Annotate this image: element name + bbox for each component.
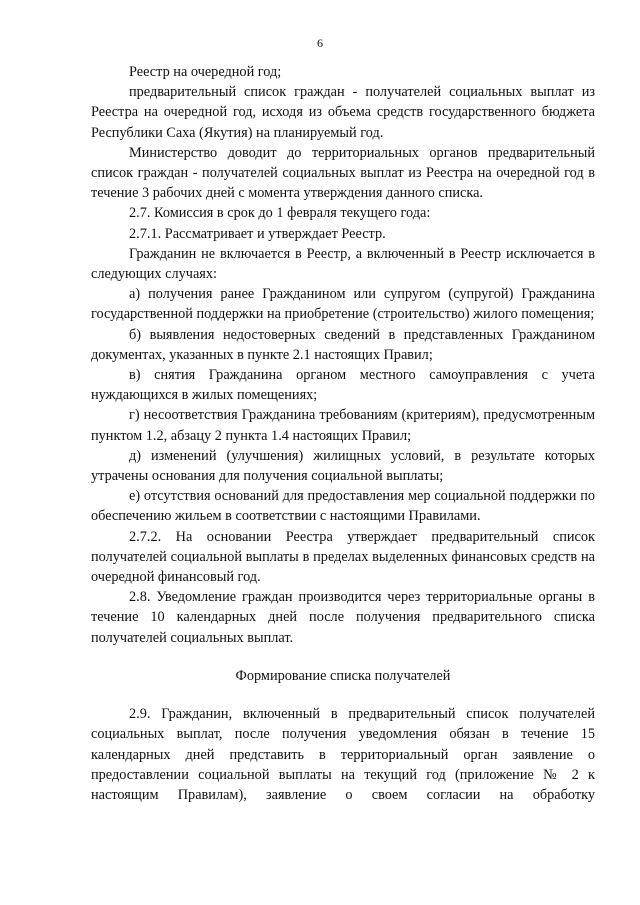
- paragraph-2-7: 2.7. Комиссия в срок до 1 февраля текущего года:: [129, 205, 431, 222]
- paragraph-2-8: 2.8. Уведомление граждан производится через территориальные органы в течение 10 календарных дней после получения предварительного списка получателей социальных выплат.: [91, 589, 595, 646]
- paragraph-exclusion-cases: Гражданин не включается в Реестр, а включенный в Реестр исключается в следующих случаях:: [91, 245, 595, 283]
- paragraph-2-7-2: 2.7.2. На основании Реестра утверждает предварительный список получателей социальной выплаты в пределах выделенных финансовых средств на очередной финансовый год.: [91, 528, 595, 586]
- list-item-a: а) получения ранее Гражданином или супругом (супругой) Гражданина государственной поддержки на приобретение (строительство) жилого помещения;: [91, 286, 595, 323]
- list-item-v: в) снятия Гражданина органом местного самоуправления с учета нуждающихся в жилых помещениях;: [91, 367, 595, 404]
- paragraph-2-9: 2.9. Гражданин, включенный в предварительный список получателей социальных выплат, после получения уведомления обязан в течение 15 календарных дней представить в территориальный орган заявление о предоставлении социальной выплаты на текущий год (приложение № 2 к настоящим Правилам), заявление о своем согласии на обработку: [91, 706, 595, 803]
- paragraph-preliminary-list: предварительный список граждан - получателей социальных выплат из Реестра на очередной год, исходя из объема средств государственного бюджета Республики Саха (Якутия) на планируемый год.: [91, 84, 595, 141]
- section-heading: Формирование списка получателей: [235, 667, 451, 684]
- paragraph-ministry-notice: Министерство доводит до территориальных органов предварительный список граждан - получателей социальных выплат из Реестра на очередной год в течение 3 рабочих дней с момента утверждения данного списка.: [91, 144, 595, 202]
- list-item-d: д) изменений (улучшения) жилищных условий, в результате которых утрачены основания для получения социальной выплаты;: [91, 447, 595, 485]
- list-item-g: г) несоответствия Гражданина требованиям (критериям), предусмотренным пунктом 1.2, абзацу 2 пункта 1.4 настоящих Правил;: [91, 407, 595, 444]
- page-number: 6: [317, 36, 323, 50]
- list-item-b: б) выявления недостоверных сведений в представленных Гражданином документах, указанных в пункте 2.1 настоящих Правил;: [91, 326, 595, 363]
- paragraph-2-7-1: 2.7.1. Рассматривает и утверждает Реестр.: [129, 225, 386, 242]
- list-item-e: е) отсутствия оснований для предоставления мер социальной поддержки по обеспечению жильем в соответствии с настоящими Правилами.: [91, 488, 595, 525]
- paragraph-registry-next-year: Реестр на очередной год;: [129, 64, 282, 80]
- document-body: [91, 62, 595, 805]
